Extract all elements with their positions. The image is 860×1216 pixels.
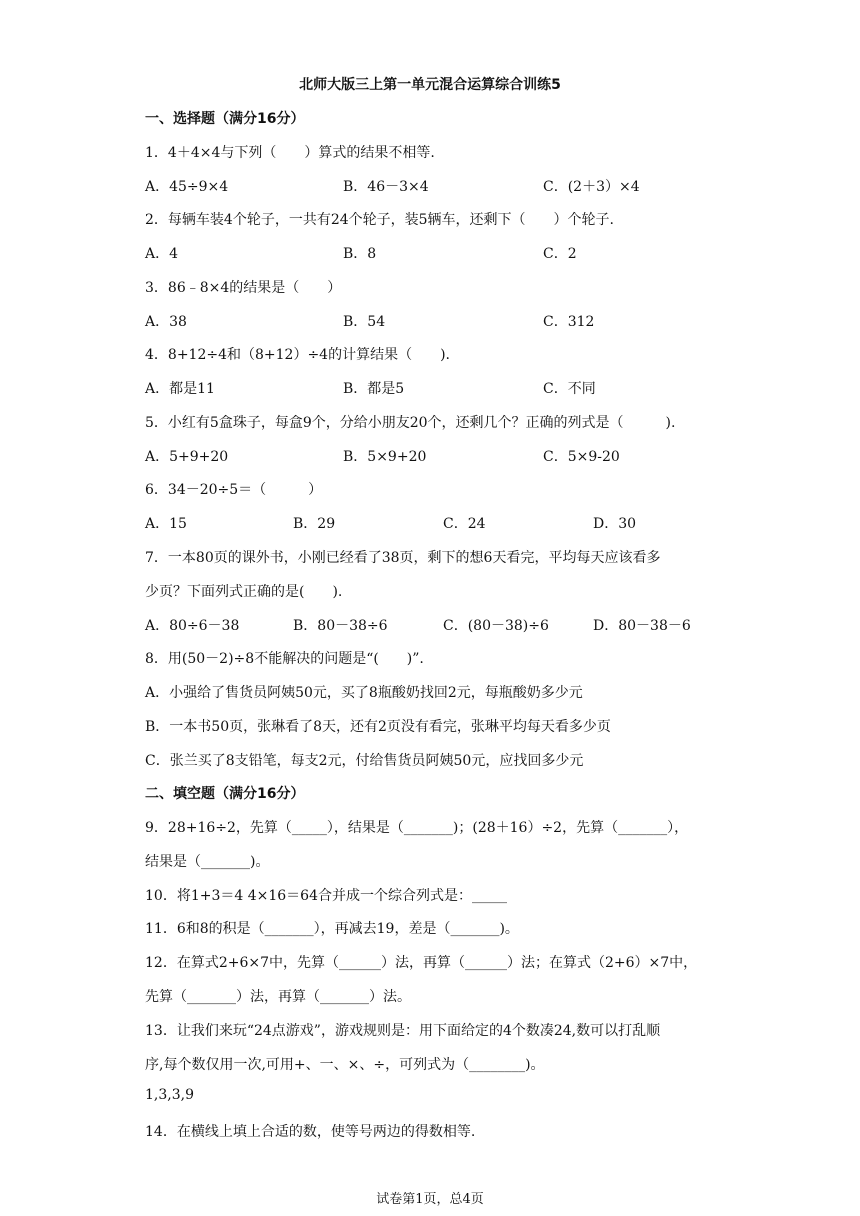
option-b: B．8 (343, 246, 377, 262)
question-9-line-2: 结果是（_______)。 (145, 854, 270, 870)
option-b: B．5×9+20 (343, 449, 427, 465)
option-a: A．80÷6－38 (145, 618, 240, 634)
question-14: 14．在横线上填上合适的数，使等号两边的得数相等. (145, 1124, 476, 1140)
question-11: 11．6和8的积是（_______），再减去19，差是（_______)。 (145, 921, 519, 937)
option-c: C．不同 (543, 381, 596, 397)
option-b: B．29 (293, 516, 336, 532)
question-3-options (145, 311, 725, 329)
section-heading-multiple-choice: 一、选择题（满分16分） (145, 111, 305, 127)
question-8-option-a: A．小强给了售货员阿姨50元，买了8瓶酸奶找回2元，每瓶酸奶多少元 (145, 685, 583, 701)
question-4: 4．8+12÷4和（8+12）÷4的计算结果（ ). (145, 347, 450, 363)
question-4-options (145, 378, 725, 396)
option-a: A．38 (145, 314, 187, 330)
option-c: C．312 (543, 314, 595, 330)
question-7-line-1: 7．一本80页的课外书，小刚已经看了38页，剩下的想6天看完，平均每天应该看多 (145, 550, 661, 566)
option-a: A．4 (145, 246, 179, 262)
option-b: B．80－38÷6 (293, 618, 388, 634)
option-c: C．(2＋3）×4 (543, 179, 640, 195)
question-6: 6．34－20÷5＝（ ） (145, 482, 323, 498)
question-2-options (145, 243, 725, 261)
option-b: B．46－3×4 (343, 179, 429, 195)
option-b: B．都是5 (343, 381, 405, 397)
option-c: C．5×9-20 (543, 449, 620, 465)
question-6-options (145, 513, 725, 531)
question-3: 3．86﹣8×4的结果是（ ） (145, 280, 342, 296)
question-7-line-2: 少页？下面列式正确的是( ). (145, 584, 343, 600)
question-12-line-1: 12．在算式2+6×7中，先算（______）法，再算（______）法；在算式（2+6）×7中， (145, 955, 698, 971)
question-10: 10．将1+3＝4 4×16＝64合并成一个综合列式是：_____ (145, 888, 507, 904)
question-8: 8．用(50－2)÷8不能解决的问题是“( )”. (145, 651, 424, 667)
question-13-line-1: 13．让我们来玩“24点游戏”，游戏规则是：用下面给定的4个数凑24,数可以打乱顺 (145, 1023, 661, 1039)
question-1-options (145, 176, 725, 194)
question-8-option-b: B．一本书50页，张琳看了8天，还有2页没有看完，张琳平均每天看多少页 (145, 719, 611, 735)
option-a: A．5+9+20 (145, 449, 229, 465)
question-9-line-1: 9．28+16÷2，先算（_____），结果是（_______)；(28＋16）÷2，先算（_______）， (145, 820, 689, 836)
question-1: 1．4＋4×4与下列（ ）算式的结果不相等. (145, 145, 435, 161)
question-8-option-c: C．张兰买了8支铅笔，每支2元，付给售货员阿姨50元，应找回多少元 (145, 753, 584, 769)
question-7-options (145, 615, 725, 633)
question-2: 2．每辆车装4个轮子，一共有24个轮子，装5辆车，还剩下（ ）个轮子. (145, 212, 614, 228)
option-a: A．45÷9×4 (145, 179, 229, 195)
document-title: 北师大版三上第一单元混合运算综合训练5 (299, 77, 561, 93)
question-5: 5．小红有5盒珠子，每盒9个，分给小朋友20个，还剩几个？正确的列式是（ ). (145, 415, 676, 431)
option-d: D．30 (593, 516, 637, 532)
question-13-line-2: 序,每个数仅用一次,可用+、一、×、÷，可列式为（________)。 (145, 1057, 545, 1073)
option-c: C．2 (543, 246, 577, 262)
option-d: D．80－38－6 (593, 618, 691, 634)
page-footer: 试卷第1页，总4页 (376, 1192, 484, 1207)
question-5-options (145, 446, 725, 464)
question-12-line-2: 先算（_______）法，再算（_______）法。 (145, 989, 411, 1005)
option-c: C．(80－38)÷6 (443, 618, 549, 634)
option-a: A．都是11 (145, 381, 215, 397)
option-c: C．24 (443, 516, 486, 532)
option-b: B．54 (343, 314, 386, 330)
question-13-numbers: 1,3,3,9 (145, 1087, 194, 1103)
option-a: A．15 (145, 516, 187, 532)
section-heading-fill-blank: 二、填空题（满分16分） (145, 786, 305, 802)
